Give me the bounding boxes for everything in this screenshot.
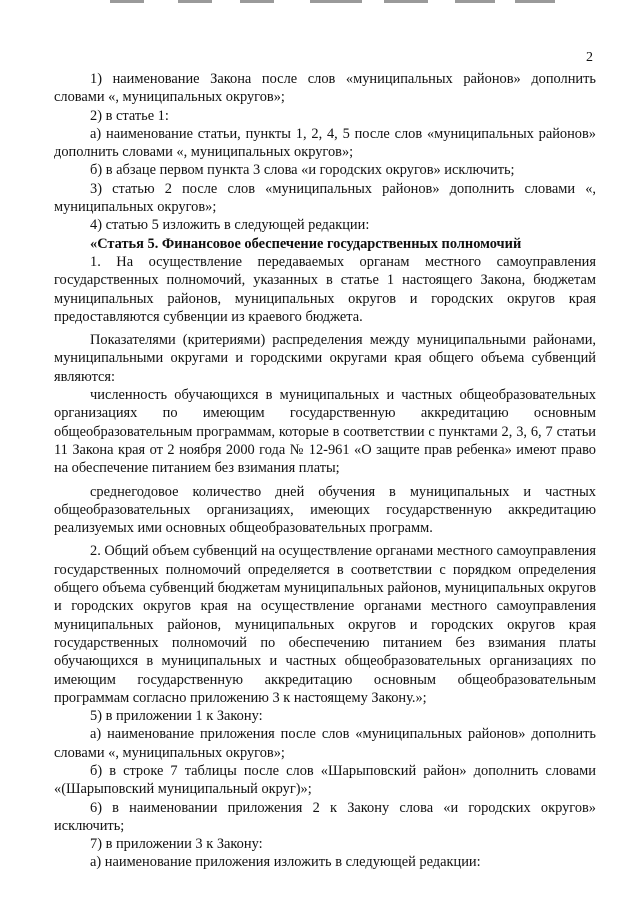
- paragraph-amendment-5: 5) в приложении 1 к Закону:: [90, 708, 263, 725]
- header-rule: [310, 0, 362, 3]
- article-heading: «Статья 5. Финансовое обеспечение государственных полномочий: [90, 235, 522, 252]
- paragraph-amendment-3: 3) статью 2 после слов «муниципальных районов» дополнить словами «, муниципальных округов»;: [54, 180, 596, 216]
- document-body: [54, 70, 596, 872]
- paragraph-amendment-1: 1) наименование Закона после слов «муниципальных районов» дополнить словами «, муниципальных округов»;: [54, 71, 596, 106]
- paragraph-amendment-4: 4) статью 5 изложить в следующей редакции:: [90, 217, 370, 234]
- paragraph-amendment-2: 2) в статье 1:: [90, 107, 169, 124]
- paragraph-criteria-2: среднегодовое количество дней обучения в муниципальных и частных общеобразовательных организациях, имеющих государственную аккредитацию реализуемых ими основных общеобразовательных программ.: [54, 483, 596, 537]
- header-rule: [240, 0, 274, 3]
- paragraph-amendment-6: 6) в наименовании приложения 2 к Закону слова «и городских округов» исключить;: [54, 799, 596, 834]
- header-rule: [384, 0, 428, 3]
- header-rule: [455, 0, 495, 3]
- page-number: 2: [586, 50, 593, 65]
- paragraph-amendment-7: 7) в приложении 3 к Закону:: [90, 836, 263, 853]
- header-rule: [515, 0, 555, 3]
- paragraph-amendment-5b: б) в строке 7 таблицы после слов «Шарыповский район» дополнить словами «(Шарыповский муниципальный округ)»;: [54, 762, 596, 798]
- paragraph-article-point-2: 2. Общий объем субвенций на осуществление органами местного самоуправления государственных полномочий определяется в соответствии с порядком определения общего объема субвенций бюджетам муниципальных районов, муниципальных округов и городских округов края на осуществление органами местного самоуправления муниципальных районов, муниципальных округов и городских округов края государственных полномочий по обеспечению питанием без взимания платы обучающихся в муниципальных и частных общеобразовательных организациях по имеющим государственную аккредитацию основным общеобразовательным программам согласно приложению 3 к настоящему Закону.»;: [54, 543, 596, 706]
- paragraph-criteria-intro: Показателями (критериями) распределения между муниципальными районами, муниципальными округами и городскими округами края общего объема субвенций являются:: [54, 332, 596, 385]
- paragraph-amendment-2b: б) в абзаце первом пункта 3 слова «и городских округов» исключить;: [90, 162, 515, 179]
- paragraph-amendment-2a: а) наименование статьи, пункты 1, 2, 4, 5 после слов «муниципальных районов» дополнить словами «, муниципальных округов»;: [54, 125, 596, 161]
- paragraph-criteria-1: численность обучающихся в муниципальных и частных общеобразовательных организациях по имеющим государственную аккредитацию основным общеобразовательным программам, которые в соответствии с пунктами 2, 3, 6, 7 статьи 11 Закона края от 2 ноября 2000 года № 12-961 «О защите прав ребенка» имеют право на обеспечение питанием без взимания платы;: [54, 387, 596, 477]
- header-rule: [110, 0, 144, 3]
- paragraph-article-point-1: 1. На осуществление передаваемых органам местного самоуправления государственных полномочий, указанных в статье 1 настоящего Закона, бюджетам муниципальных районов, муниципальных округов и городских округов края предоставляются субвенции из краевого бюджета.: [54, 253, 596, 325]
- header-rule: [178, 0, 212, 3]
- paragraph-amendment-5a: а) наименование приложения после слов «муниципальных районов» дополнить словами «, муниципальных округов»;: [54, 726, 596, 761]
- paragraph-amendment-7a: а) наименование приложения изложить в следующей редакции:: [90, 854, 481, 871]
